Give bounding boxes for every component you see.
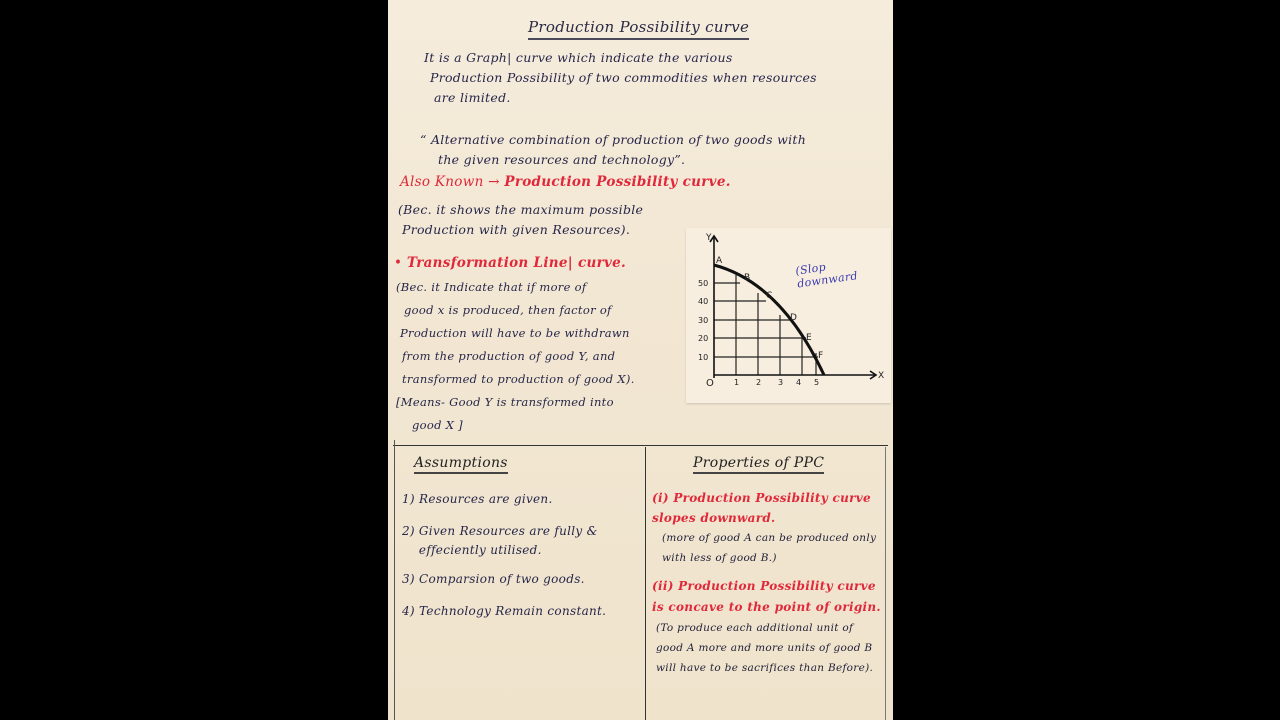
svg-text:4: 4	[796, 378, 802, 387]
explanation-line: Production will have to be withdrawn	[400, 326, 630, 340]
page-title: Production Possibility curve	[528, 18, 749, 40]
transformation-term: Transformation Line| curve.	[406, 255, 627, 271]
explanation-line: good X ]	[412, 418, 463, 432]
svg-text:D: D	[790, 313, 797, 323]
svg-text:30: 30	[698, 316, 709, 325]
svg-text:F: F	[818, 351, 824, 361]
y-axis-label: Y	[706, 233, 712, 243]
assumptions-heading: Assumptions	[414, 455, 508, 474]
svg-text:20: 20	[698, 334, 709, 343]
bullet-icon: •	[394, 255, 403, 271]
svg-text:5: 5	[814, 378, 820, 387]
explanation-line: transformed to production of good X).	[402, 372, 635, 386]
explanation-line: Production with given Resources).	[402, 222, 631, 237]
svg-text:C: C	[766, 291, 773, 301]
x-axis-label: X	[878, 371, 885, 381]
properties-heading: Properties of PPC	[693, 455, 824, 474]
assumptions-list	[402, 492, 642, 634]
svg-text:E: E	[806, 333, 812, 343]
quote-line: “ Alternative combination of production of two goods with	[420, 132, 807, 147]
graph-note: (Slop downward	[794, 260, 859, 291]
explanation-line: (Bec. it Indicate that if more of	[396, 280, 587, 294]
ppc-graph-svg	[686, 228, 891, 403]
also-known-label: Also Known →	[400, 174, 500, 190]
quote-block	[420, 130, 885, 170]
definition-line: are limited.	[434, 90, 511, 105]
also-known-line	[400, 174, 731, 190]
ppc-graph	[686, 228, 891, 403]
list-item: 1) Resources are given.	[402, 492, 553, 506]
property-item	[652, 576, 884, 678]
explanation-line: (Bec. it shows the maximum possible	[398, 202, 644, 217]
explanation-line: from the production of good Y, and	[402, 349, 616, 363]
transformation-explanation	[396, 276, 686, 437]
svg-text:3: 3	[778, 378, 784, 387]
svg-text:10: 10	[698, 353, 709, 362]
definition-block	[420, 48, 875, 108]
property-explanation: (more of good A can be produced only with less of good B.)	[662, 532, 877, 564]
property-explanation: (To produce each additional unit of good A more and more units of good B will have to be sacrifices than Before).	[656, 622, 874, 674]
also-known-explanation	[398, 200, 698, 240]
svg-text:1: 1	[734, 378, 740, 387]
page-margin-line	[885, 447, 886, 720]
origin-label: O	[706, 378, 714, 389]
svg-text:A: A	[716, 256, 723, 266]
explanation-line: [Means- Good Y is transformed into	[396, 395, 614, 409]
also-known-term: Production Possibility curve.	[504, 174, 731, 190]
properties-list	[652, 488, 884, 678]
property-title: (i) Production Possibility curve slopes downward.	[652, 491, 871, 525]
notebook-page	[388, 0, 893, 720]
page-margin-line	[394, 440, 395, 720]
svg-text:2: 2	[756, 378, 762, 387]
list-item: 4) Technology Remain constant.	[402, 604, 607, 618]
svg-text:B: B	[744, 273, 751, 283]
explanation-line: good x is produced, then factor of	[404, 303, 612, 317]
definition-line: It is a Graph| curve which indicate the various	[424, 50, 733, 65]
definition-line: Production Possibility of two commodities when resources	[430, 70, 817, 85]
property-item	[652, 488, 884, 568]
transformation-line	[394, 255, 626, 271]
column-divider	[645, 447, 646, 720]
svg-text:50: 50	[698, 279, 709, 288]
list-item: 3) Comparsion of two goods.	[402, 572, 585, 586]
section-divider	[393, 445, 888, 446]
quote-line: the given resources and technology”.	[438, 152, 686, 167]
svg-text:40: 40	[698, 297, 709, 306]
property-title: (ii) Production Possibility curve is concave to the point of origin.	[652, 579, 881, 614]
list-item: 2) Given Resources are fully & effeciently utilised.	[402, 524, 598, 557]
